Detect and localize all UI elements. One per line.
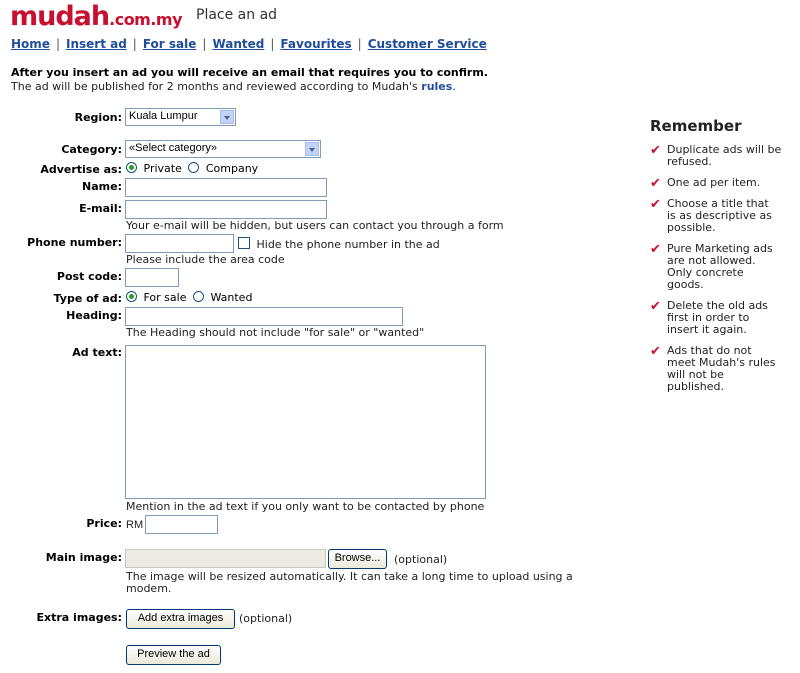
tip-line: goods. [667,278,704,291]
phone-input[interactable] [125,234,234,253]
page-title: Place an ad [196,7,278,23]
price-label: Price: [86,517,122,530]
rules-link[interactable]: rules [421,80,453,93]
advertise-company-radio[interactable] [188,162,199,173]
mudah-logo[interactable] [10,3,182,31]
intro-confirm-text: After you insert an ad you will receive an email that requires you to confirm. [11,66,488,79]
tip-line: Duplicate ads will be [667,143,782,156]
main-image-hint-2: modem. [126,582,172,595]
advertise-private-radio[interactable] [126,162,137,173]
tip-line: are not allowed. [667,254,756,267]
nav-separator: | [202,37,207,51]
tip-line: meet Mudah's rules [667,356,776,369]
post-code-label: Post code: [56,270,122,283]
checkmark-icon: ✔ [650,299,661,314]
nav-insert-ad[interactable]: Insert ad [65,37,127,51]
email-label: E-mail: [79,202,122,215]
tip-line: Ads that do not [667,344,752,357]
phone-label: Phone number: [27,236,122,249]
checkmark-icon: ✔ [650,242,661,257]
checkmark-icon: ✔ [650,197,661,212]
name-input[interactable] [125,178,327,197]
nav-favourites[interactable]: Favourites [280,37,352,51]
main-image-optional: (optional) [394,553,448,566]
name-label: Name: [82,180,122,193]
remember-title: Remember [650,117,742,135]
chevron-down-icon [305,142,319,156]
post-code-input[interactable] [125,268,179,287]
region-select-value: Kuala Lumpur [129,110,198,122]
type-for-sale-label: For sale [143,291,187,304]
add-extra-images-button[interactable]: Add extra images [126,609,235,629]
advertise-company-label: Company [205,162,259,175]
checkmark-icon: ✔ [650,344,661,359]
hide-phone-group [238,237,440,251]
tip-line: is as descriptive as [667,209,772,222]
region-select[interactable] [125,108,236,126]
category-label: Category: [61,143,122,156]
type-of-ad-group [126,291,252,304]
ad-text-hint: Mention in the ad text if you only want to be contacted by phone [126,500,485,513]
main-image-file-input[interactable] [125,549,326,568]
email-input[interactable] [125,200,327,219]
category-select[interactable] [125,140,321,158]
hide-phone-label: Hide the phone number in the ad [256,238,440,251]
intro-publish-prefix: The ad will be published for 2 months and reviewed according to Mudah's [11,80,422,93]
ad-text-textarea[interactable] [125,345,486,499]
intro-publish-text [11,80,456,93]
main-nav [11,37,487,51]
nav-separator: | [270,37,275,51]
extra-images-optional: (optional) [239,612,293,625]
email-hint: Your e-mail will be hidden, but users can contact you through a form [126,219,504,232]
intro-publish-suffix: . [452,80,456,93]
checkmark-icon: ✔ [650,143,661,158]
nav-wanted[interactable]: Wanted [212,37,265,51]
tip-line: One ad per item. [667,176,761,189]
type-of-ad-label: Type of ad: [53,292,122,305]
phone-hint: Please include the area code [126,253,285,266]
logo-domain-text: .com.my [109,10,183,29]
nav-home[interactable]: Home [11,37,50,51]
price-input[interactable] [145,515,218,534]
tip-line: refused. [667,155,712,168]
tip-line: first in order to [667,311,750,324]
checkmark-icon: ✔ [650,176,661,191]
hide-phone-checkbox[interactable] [238,237,250,249]
category-select-value: «Select category» [129,142,218,154]
heading-hint: The Heading should not include "for sale" or "wanted" [126,326,425,339]
nav-separator: | [132,37,137,51]
advertise-private-label: Private [143,162,182,175]
logo-main-text: mudah [10,1,110,32]
tip-line: published. [667,380,724,393]
tip-line: Delete the old ads [667,299,768,312]
browse-button[interactable]: Browse... [328,549,387,569]
nav-for-sale[interactable]: For sale [142,37,197,51]
tip-line: Choose a title that [667,197,769,210]
tip-line: insert it again. [667,323,747,336]
preview-ad-button[interactable]: Preview the ad [126,645,221,665]
chevron-down-icon [220,110,234,124]
main-image-label: Main image: [45,551,122,564]
tip-line: will not be [667,368,724,381]
nav-separator: | [357,37,362,51]
tip-line: possible. [667,221,716,234]
type-wanted-radio[interactable] [193,291,204,302]
type-for-sale-radio[interactable] [126,291,137,302]
heading-input[interactable] [125,307,403,326]
type-wanted-label: Wanted [210,291,253,304]
nav-customer-service[interactable]: Customer Service [367,37,487,51]
main-image-hint-1: The image will be resized automatically. It can take a long time to upload using a [126,570,573,583]
tip-line: Pure Marketing ads [667,242,773,255]
advertise-as-label: Advertise as: [40,163,122,176]
advertise-as-group [126,162,258,175]
extra-images-label: Extra images: [36,611,122,624]
nav-separator: | [55,37,60,51]
heading-label: Heading: [66,309,122,322]
price-currency: RM [126,519,144,531]
region-label: Region: [74,111,122,124]
ad-text-label: Ad text: [72,346,122,359]
tip-line: Only concrete [667,266,744,279]
